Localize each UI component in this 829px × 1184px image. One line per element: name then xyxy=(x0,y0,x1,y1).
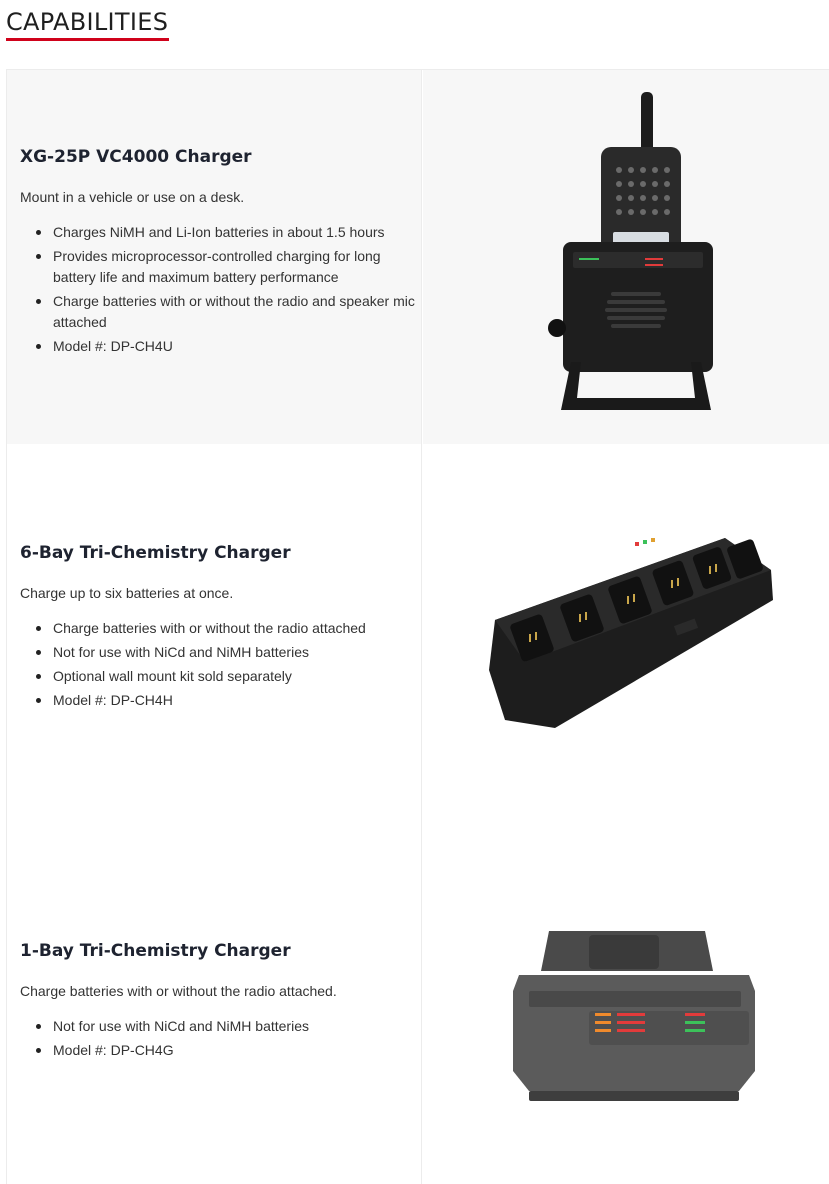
list-item: Charge batteries with or without the radio and speaker mic attached xyxy=(20,291,415,333)
list-item: Optional wall mount kit sold separately xyxy=(20,666,415,687)
list-item: Model #: DP-CH4G xyxy=(20,1040,415,1061)
product-2-title: 6-Bay Tri-Chemistry Charger xyxy=(20,543,291,563)
product-1-features xyxy=(20,222,415,360)
product-3-description: Charge batteries with or without the radio attached. xyxy=(20,983,337,999)
list-item: Charge batteries with or without the radio attached xyxy=(20,618,415,639)
product-3-features xyxy=(20,1016,415,1064)
list-item: Provides microprocessor-controlled charging for long battery life and maximum battery performance xyxy=(20,246,415,288)
product-row-2 xyxy=(7,444,829,819)
section-heading: CAPABILITIES xyxy=(6,8,169,36)
product-3-title: 1-Bay Tri-Chemistry Charger xyxy=(20,941,291,961)
product-2-features xyxy=(20,618,415,714)
six-bay-charger-image xyxy=(485,530,777,732)
capabilities-grid xyxy=(6,69,829,1184)
product-2-image-cell xyxy=(423,444,829,819)
vehicle-charger-with-radio-image xyxy=(541,92,731,422)
product-1-image-cell xyxy=(423,70,829,444)
product-row-1 xyxy=(7,70,829,444)
product-3-image-cell xyxy=(423,819,829,1184)
product-1-text-cell xyxy=(7,70,422,444)
product-2-text-cell xyxy=(7,444,422,819)
list-item: Model #: DP-CH4U xyxy=(20,336,415,357)
product-3-text-cell xyxy=(7,819,422,1184)
product-1-title: XG-25P VC4000 Charger xyxy=(20,147,252,167)
product-row-3 xyxy=(7,819,829,1184)
section-heading-wrap xyxy=(6,8,169,41)
list-item: Not for use with NiCd and NiMH batteries xyxy=(20,642,415,663)
list-item: Model #: DP-CH4H xyxy=(20,690,415,711)
product-1-description: Mount in a vehicle or use on a desk. xyxy=(20,189,245,205)
product-2-description: Charge up to six batteries at once. xyxy=(20,585,234,601)
list-item: Not for use with NiCd and NiMH batteries xyxy=(20,1016,415,1037)
heading-underline xyxy=(6,38,169,41)
single-bay-charger-image xyxy=(509,931,759,1111)
list-item: Charges NiMH and Li-Ion batteries in about 1.5 hours xyxy=(20,222,415,243)
